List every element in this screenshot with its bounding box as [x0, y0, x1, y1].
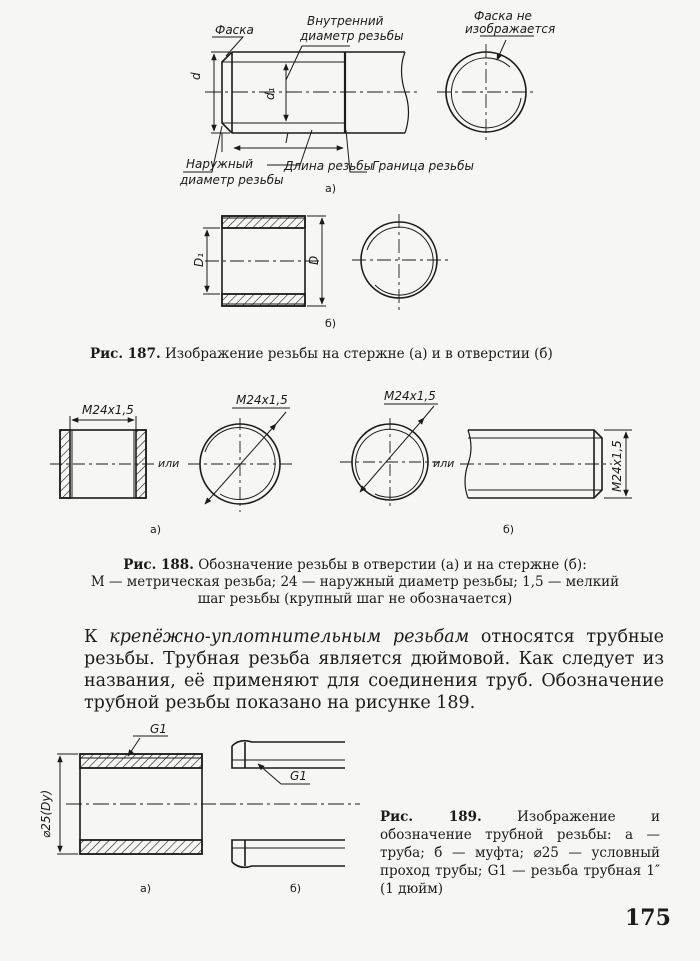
caption-fig188-line3: шаг резьбы (крупный шаг не обозначается)	[197, 591, 513, 607]
label-ili-1: или	[158, 457, 180, 470]
label-g1-coupling: G1	[290, 769, 307, 783]
figure-189	[0, 720, 380, 900]
subfig-label-b: б)	[325, 317, 337, 330]
caption-fig188-prefix: Рис. 188.	[123, 557, 194, 573]
figure-187b	[0, 200, 700, 340]
designation-m24-4: M24x1,5	[610, 440, 624, 492]
label-inner-diameter-2: диаметр резьбы	[300, 29, 404, 43]
label-l: l	[285, 132, 289, 146]
label-inner-diameter-1: Внутренний	[307, 14, 384, 28]
caption-fig189	[380, 808, 660, 898]
label-ili-2: или	[433, 457, 455, 470]
label-outer-diameter-2: диаметр резьбы	[180, 173, 284, 187]
caption-fig187	[90, 346, 650, 363]
subfig-189-label-b: б)	[290, 882, 302, 895]
caption-fig188	[50, 557, 660, 608]
subfig-label-a: а)	[325, 182, 337, 195]
figure-188	[0, 390, 700, 550]
label-D: D	[307, 255, 321, 265]
label-thread-length: Длина резьбы	[284, 159, 374, 173]
designation-m24-2: M24x1,5	[236, 393, 288, 407]
subfig-189-label-a: а)	[140, 882, 152, 895]
designation-m24-1: M24x1,5	[82, 403, 134, 417]
label-chamfer-not-shown-1: Фаска не	[474, 9, 532, 23]
caption-fig188-line1: Обозначение резьбы в отверстии (а) и на стержне (б):	[198, 557, 587, 573]
label-d: d	[189, 72, 203, 80]
caption-fig189-text: Изображение и обозначение трубной резьбы: а — труба; б — муфта; ⌀25 — условный проход трубы; G1 — резьба трубная 1″ (1 дюйм)	[380, 809, 661, 897]
label-thread-border: Граница резьбы	[372, 159, 474, 173]
label-g1-pipe: G1	[150, 722, 167, 736]
label-diam-25: ⌀25(Dy)	[39, 789, 53, 838]
subfig-188-label-a: а)	[150, 523, 162, 536]
page-number: 175	[625, 905, 671, 931]
label-chamfer-not-shown-2: изображается	[465, 22, 556, 36]
label-d1: d₁	[263, 87, 277, 100]
label-outer-diameter-1: Наружный	[186, 157, 254, 171]
label-chamfer: Фаска	[215, 23, 254, 37]
designation-m24-3: M24x1,5	[384, 389, 436, 403]
label-D1: D₁	[192, 252, 206, 267]
caption-fig189-prefix: Рис. 189.	[380, 809, 482, 825]
body-paragraph: К крепёжно-уплотнительным резьбам относятся трубные резьбы. Трубная резьба является дюймовой. Как следует из названия, её применяют для соединения труб. Обозначение трубной резьбы показано на рисунке 189.	[84, 627, 665, 713]
caption-fig188-line2: M — метрическая резьба; 24 — наружный диаметр резьбы; 1,5 — мелкий	[90, 574, 620, 590]
caption-fig187-text: Изображение резьбы на стержне (а) и в отверстии (б)	[164, 346, 553, 362]
subfig-188-label-b: б)	[503, 523, 515, 536]
paragraph-term: крепёжно-уплотнительным резьбам	[109, 627, 470, 647]
caption-fig187-prefix: Рис. 187.	[90, 346, 161, 362]
